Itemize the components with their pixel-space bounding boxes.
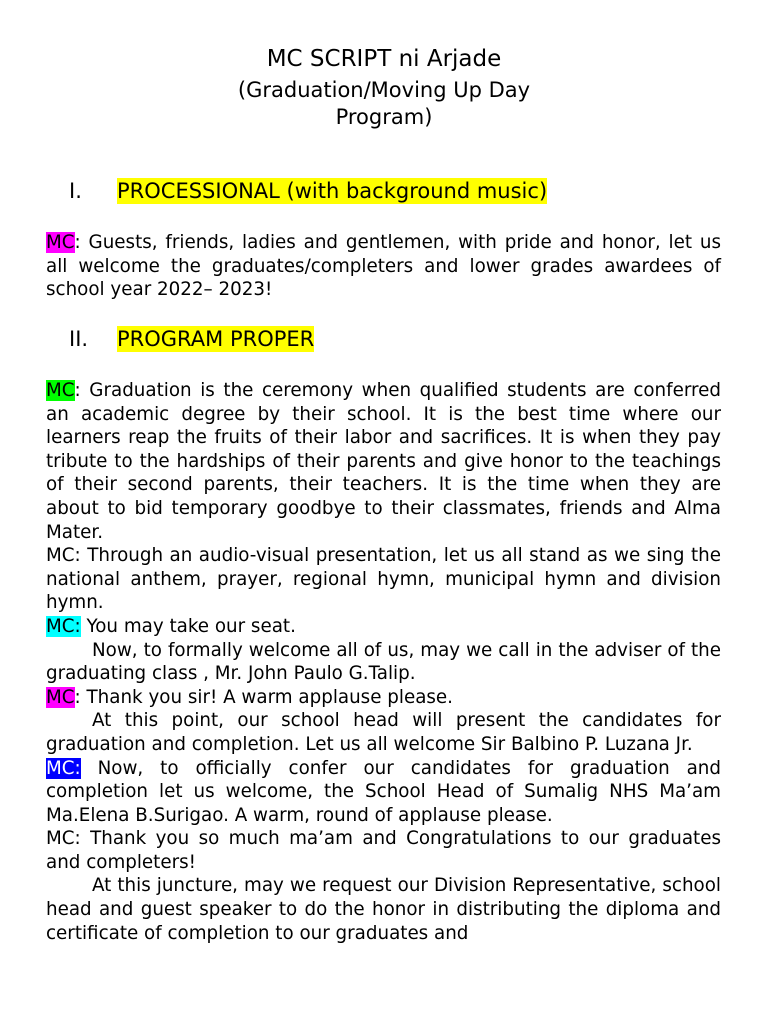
doc-subtitle-line2: Program) xyxy=(335,105,433,129)
section-number: I. xyxy=(69,179,82,203)
section-title: PROCESSIONAL (with background music) xyxy=(117,179,548,203)
paragraph-text: MC: Thank you so much ma’am and Congratulations to our graduates and completers! xyxy=(46,828,721,873)
paragraph-text: : Guests, friends, ladies and gentlemen, with pride and honor, let us all welcome the graduates/completers and lower grades awardees of school year 2022– 2023! xyxy=(46,232,721,301)
paragraph-text: At this point, our school head will present the candidates for graduation and completion. Let us all welcome Sir Balbino P. Luzana Jr. xyxy=(46,710,721,755)
paragraph-text: You may take our seat. xyxy=(80,615,296,637)
doc-subtitle-line1: (Graduation/Moving Up Day xyxy=(237,78,531,102)
processional-paragraph xyxy=(46,231,721,302)
section-title: PROGRAM PROPER xyxy=(117,327,315,351)
mc-label: MC: xyxy=(46,615,81,637)
paragraph-text: At this juncture, may we request our Division Representative, school head and guest speaker to do the honor in distributing the diploma and certificate of completion to our graduates and xyxy=(46,875,721,944)
section-number: II. xyxy=(69,327,89,351)
section-heading-program-proper xyxy=(69,326,669,354)
mc-label: MC: xyxy=(46,757,81,779)
paragraph-text: Now, to formally welcome all of us, may we call in the adviser of the graduating class , Mr. John Paulo G.Talip. xyxy=(46,639,721,685)
program-proper-body xyxy=(46,379,721,945)
doc-title: MC SCRIPT ni Arjade xyxy=(266,46,502,72)
paragraph-text: : Graduation is the ceremony when qualified students are conferred an academic degree by their school. It is the best time where our learners reap the fruits of their labor and sacrifices. It is when they pay tribute to the hardships of their parents and give honor to the teachings of their second parents, their teachers. It is the time when they are about to bid temporary goodbye to their classmates, friends and Alma Mater. xyxy=(46,380,721,543)
mc-label: MC xyxy=(46,686,75,708)
section-heading-processional xyxy=(69,178,669,206)
mc-label: MC xyxy=(46,380,75,401)
paragraph-text: MC: Through an audio-visual presentation, let us all stand as we sing the national anthem, prayer, regional hymn, municipal hymn and division hymn. xyxy=(46,545,721,614)
mc-label: MC xyxy=(46,232,75,253)
paragraph-text: : Thank you sir! A warm applause please. xyxy=(74,686,453,708)
paragraph-text: Now, to officially confer our candidates for graduation and completion let us welcome, the School Head of Sumalig NHS Ma’am Ma.Elena B.Surigao. A warm, round of applause please. xyxy=(46,757,721,826)
